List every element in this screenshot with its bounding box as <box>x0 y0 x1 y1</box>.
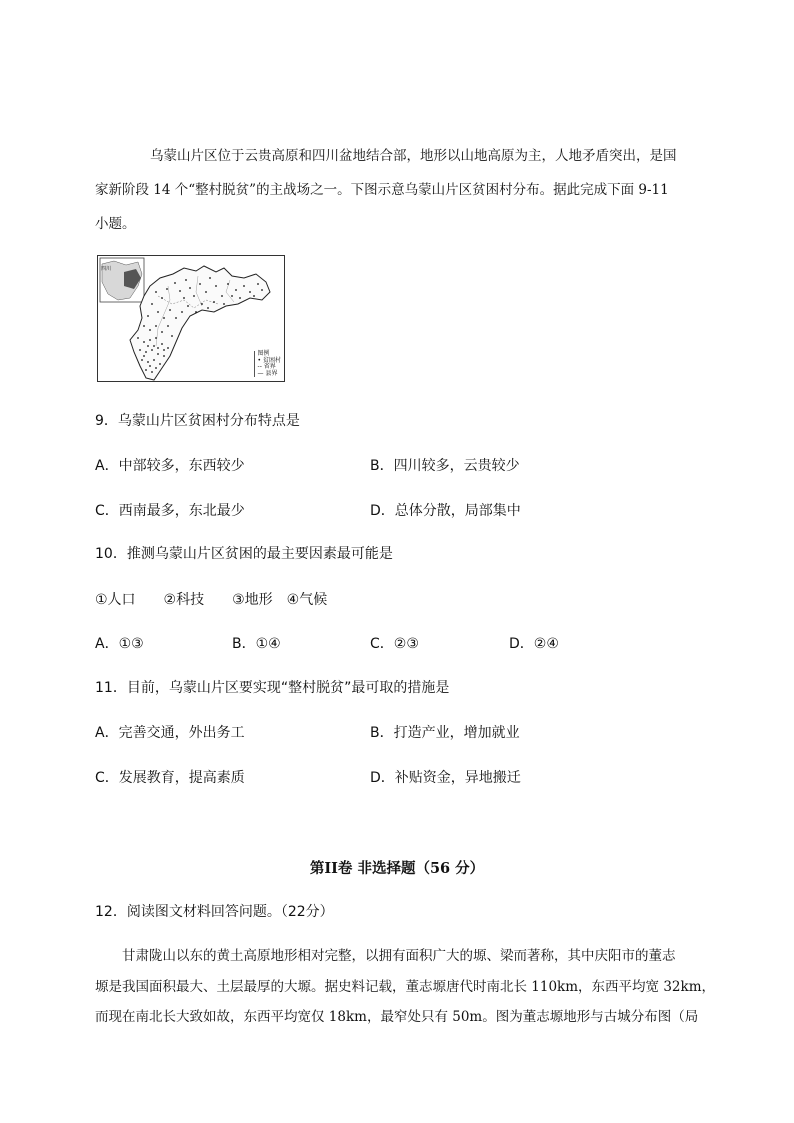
legend-item-village: • 贫困村 <box>257 356 281 364</box>
q10-stem: 10．推测乌蒙山片区贫困的最主要因素最可能是 <box>95 546 393 562</box>
q12-passage <box>95 941 715 1033</box>
q11-option-c[interactable]: C．发展教育，提高素质 <box>95 770 245 786</box>
intro-paragraph <box>95 139 705 241</box>
q10-option-c[interactable]: C．②③ <box>370 636 419 652</box>
q12-passage-line-2: 塬是我国面积最大、土层最厚的大塬。据史料记载，董志塬唐代时南北长 110km，东西平均宽 32km， <box>95 978 715 995</box>
q10-option-a[interactable]: A．①③ <box>95 636 144 652</box>
q9-option-c[interactable]: C．西南最多，东北最少 <box>95 503 245 519</box>
q9-option-d[interactable]: D．总体分散，局部集中 <box>370 503 521 519</box>
q11-option-b[interactable]: B．打造产业，增加就业 <box>370 725 520 741</box>
q11-option-d[interactable]: D．补贴资金，异地搬迁 <box>370 770 521 786</box>
q12-stem: 12．阅读图文材料回答问题。（22分） <box>95 904 334 920</box>
q11-stem: 11．目前，乌蒙山片区要实现“整村脱贫”最可取的措施是 <box>95 680 450 696</box>
legend-item-province: -- 省界 <box>257 363 276 370</box>
q10-factors: ①人口 ②科技 ③地形 ④气候 <box>95 592 328 608</box>
q11-option-a[interactable]: A．完善交通，外出务工 <box>95 725 245 741</box>
intro-line-2: 家新阶段 14 个“整村脱贫”的主战场之一。下图示意乌蒙山片区贫困村分布。据此完成下面 9-11 <box>95 182 669 198</box>
q10-option-b[interactable]: B．①④ <box>232 636 281 652</box>
inset-label: 四川 <box>101 266 112 272</box>
intro-line-1: 乌蒙山片区位于云贵高原和四川盆地结合部，地形以山地高原为主，人地矛盾突出，是国 <box>150 148 677 164</box>
section-title: 第II卷 非选择题（56 分） <box>309 860 485 877</box>
poverty-village-map <box>97 255 285 382</box>
q12-passage-line-3: 而现在南北长大致如故，东西平均宽仅 18km，最窄处只有 50m。图为董志塬地形与古城分布图（局 <box>95 1009 699 1025</box>
intro-line-3: 小题。 <box>95 216 136 232</box>
q10-option-d[interactable]: D．②④ <box>509 636 559 652</box>
map-legend <box>254 351 281 377</box>
q9-option-b[interactable]: B．四川较多，云贵较少 <box>370 458 520 474</box>
q12-passage-line-1: 甘肃陇山以东的黄土高原地形相对完整，以拥有面积广大的塬、梁而著称，其中庆阳市的董志 <box>122 948 676 964</box>
legend-item-county: — 县界 <box>257 369 278 377</box>
q9-stem: 9．乌蒙山片区贫困村分布特点是 <box>95 413 300 429</box>
q9-option-a[interactable]: A．中部较多，东西较少 <box>95 458 245 474</box>
legend-title: 图例 <box>257 350 270 357</box>
